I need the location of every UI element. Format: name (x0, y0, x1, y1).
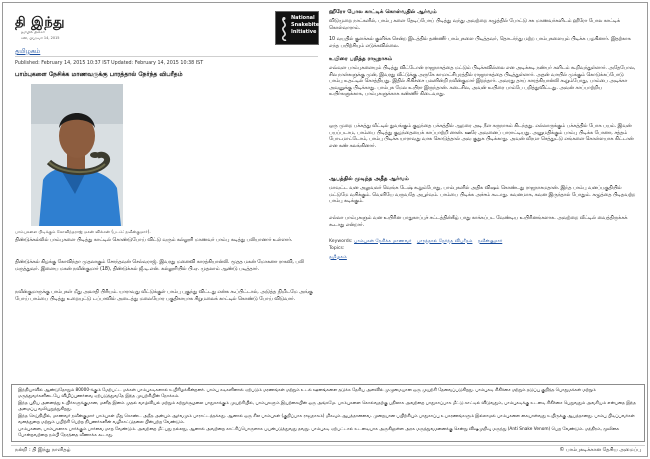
subheading: ஹீரோ போல காட்டிக் கொள்வதில் ஆர்வம் (329, 9, 437, 15)
left-column (15, 9, 318, 381)
nsi-line2: Snakebite (291, 22, 320, 28)
divider (15, 56, 318, 57)
topics-label: Topics: (329, 246, 345, 251)
snake-icon (278, 16, 290, 42)
organization-note-box (11, 384, 645, 442)
right-column (329, 9, 639, 381)
masthead (15, 9, 318, 43)
newspaper-logo: தி இந்து (15, 15, 65, 30)
photo-illustration (31, 84, 123, 226)
keyword-link[interactable]: பாரத்தால் நேர்ந்த விபரீதம் (416, 239, 473, 244)
page-frame (2, 2, 648, 457)
article-paragraph: விடுமுறை நாட்களில், பாம்பு களை தேடிப்போய் பிடித்து வந்து அவற்றை கழுத்தில் போட்டு சக மாணவர்களிடம் ஹீரோ போல காட்டிக் கொள்வாராம். (329, 19, 621, 31)
article-paragraph: மாவட்ட வன அலுவலர் வெங்க டேஷ் கூறும்போது, பாம்புகளில் அதிக விஷம் கொண்டது ராஜநாகமதான். இந்த பாம்பு வனப்பகுதியில் மட்டுமே வசிக்கும். வெளியே வருவதே அபூர்வம். பாம்பை பிடிக்க அச்சம் கூடாது. கவனமாக, கவன இருந்தால் போதும். கழுத்தை பிடிதவற்ற பாம்பு கடிக்கும். (329, 186, 636, 205)
footer-copyright: © பாம்புகடிக்கான தேசிய அமைப்பு (559, 447, 641, 453)
published-date: Published: February 14, 2015 10:37 IST Updated: February 14, 2015 10:38 IST (15, 61, 204, 66)
footer-credit: நன்றி : தி இந்து நாளிதழ் (15, 447, 71, 453)
keyword-link[interactable]: பாம்புகள் நேசிக்க மாணவர் (354, 239, 412, 244)
article-paragraph: நவீன்குமாருக்கு பாம்புகள் மீது அலாதி பிரியம். யாராவது வீட்டுக்குள் பாம்பு புகுந்து விட்டது என்க கூப்பிட்டால், அடுத்த நிமிடமே அங்கு போய் பாம்பை பிடித்து உறையுட்டு டப்பாவில் அடைத்து மலையோர பகுதிகாயாக சிறுமலைக் காட்டில் கொண்டு போய் விடுவார். (15, 290, 313, 302)
logo-date: சனி, பிப்ரவரி 14, 2015 (21, 36, 60, 40)
nsi-text (291, 15, 319, 36)
keywords (329, 238, 506, 244)
footer (11, 445, 645, 457)
article-paragraph: எவ்வள பாம்புகளையும் பிடித்து விட்டோன் ராஜநாகத்தை மட்டும் பிடிக்கவில்லை என அடிக்கடி நண்பர் களிடம் கூறிவந்துள்ளார். அதேபோல, சில நாள்களுக்கு முன், இவரது வீட்டுக்கு அருகே காமாட்சிபுரத்தில் ராஜநாகத்தை பிடித்துள்ளார். அதன் வாயில் முக்கும் கொடுக்கப்போடு பாம்பு உதட்டில் கொத்தியது. இதில் சிகிச்சை பலனின்றி நவீன்குமார் இறந்தார். அவரது தாய் காரத்கியான்லி கூறும்போது, பாம்பை அடிக்கா அவனுக்கு பிடிக்காது. பாம்புக மேல உயிரா இருந்தான். கடைசில, அவன் உயிரை பாம்பே பறித்துவிட்டது. அவன் காப்பாற்றிய உயிர்களுக்காக, பாம்புகளுக்காக கண்ணீர் கிடைவாது. (329, 66, 636, 98)
topics-link[interactable]: தமிழகம் (329, 255, 347, 260)
nsi-line1: National (291, 15, 315, 21)
article-paragraph: எல்லா பாம்புகளும் வன உயிரின பாதுகாப்புச் சட்டத்தின்கீழ் பாது காக்கப்பட வேண்டிய உயிரினங்களாக. அவற்றை வீட்டில் வைத்திருக்கக் கூடாது என்றார். (329, 216, 628, 228)
article-photo (31, 84, 123, 226)
article-title: பாம்புகளை நேசிக்க மாணவருக்கு பாரத்தால் நேர்ந்த விபரீதம் (15, 71, 183, 78)
footer-divider (11, 445, 645, 446)
note-paragraph: இந்த செய்தியில், மாணவர் நவீன்குமார் பாம்புகள் மீது கொண்ட அதீத அன்பும் ஆர்வமும் பாராட்டத்தக்கது. ஆனால் ஒரு சில பாம்புகள் (குறிப்பாக ராஜநாகம்) மிகவும் ஆபத்தானவை. முறையான பயிற்சியும் பாதுகாப்பு உபகரணங்களும் இல்லாமல் பாம்புகளை கையாள்வது உயிருக்கு ஆபத்தானது. பாம்பு பிடிப்பவர்கள் வனத்துறை மற்றும் பயிற்சி பெற்ற நிபுணர்களின் வழிகாட்டுதலை பின்பற்ற வேண்டும். (18, 414, 635, 425)
note-paragraph: இந்தியாவில் ஆண்டுதோறும் 80000-க்கும் மேற்பட்ட மக்கள் பாம்புகடிகளால் உயிரிழக்கின்றனர். பாம்பு கடிகளினால் ஏற்படும் மரணங்கள் மற்றும் உடல் ஊனங்களை தடுக்க தேசிய அளவில் முழுமையான ஒரு முயற்சி தேவைப்படுகிறது. பாம்புகடி சிகிச்சை மற்றும் தடுப்பு குறித்த பொதுமக்கள் மற்றும் மருத்துவர்களிடையே விழிப்புணர்வை ஏற்படுத்துவதே இந்த முயற்சியின் நோக்கம். (18, 388, 596, 399)
article-paragraph: திண்டுக்கல்லில் பாம்புகளை பிடித்து காட்டில் கொண்டுபோய் விட்டு வரும் கல்லூரி மாணவர் பாம்பு கடித்து பலியானார் உள்ளார். (15, 238, 293, 243)
article-paragraph: ஒரு முறை பக்கத்து வீட்டில் துவங்கும் குழந்தை பக்கத்தில் ஆறரை அடி நீள கருநாகம் கிடந்தது. எல்லாருக்கும் பக்கத்தில் போக பயம். இவன் பயப்படாம, பாம்பை பிடித்து குழந்தையைக் காப்பாற்றி னான். ஊரே அவனைப் பாராட்டியது. அனுமதிக்கும் பாம்பு பிடிக்க போனா, சத்தம் போடமாட்டோம், பாம்பு பிடிக்க யாராவது வாக கொடுத்தால் அவ குதுக பிடிக்காது. அவன் வீரமா செத்துட்டு எங்களை கொள்ளயாக கிட்டான் என கண் கலங்கினார். (329, 124, 634, 149)
logo-subtitle: தமிழில் தினசரி (21, 30, 45, 34)
keywords-label: Keywords: (329, 239, 353, 244)
subheading: உயிரை பறித்த ராஜநாகம் (329, 56, 393, 62)
national-snakebite-initiative-logo (275, 11, 319, 45)
article-paragraph: 10 வயதில் குளக்கல் குளிக்க சென்ற இடத்தில் தண்ணீர் பாம்புகளை பிடித்தவர், தொடர்ந்து மற்ற பாம்புகளையும் பிடிக்க பழகினார். இதற்காக எந்த பயிற்சியும் எடுக்கவில்லை. (329, 37, 631, 49)
note-paragraph: இந்த புதிய அனைத்து உயிர்களுக்குமான, மனித இனம் முதல் வாழ்வியல் மற்றும் சுற்றுச்சூழலை பாதுகாக்கும் முயற்சியில், பாம்புகளும் இயற்கையின் ஒரு அங்கமே. பாம்புகளை கொல்வதற்கு பதிலாக அவற்றை பாதுகாப்பாக மீட்டு காட்டில் விடுவதும், பாம்புகடிக்கு உடனடி சிகிச்சை பெறுவதும் அவசியம் என்பதை இந்த அமைப்பு வலியுறுத்துகிறது. (18, 401, 636, 412)
subheading: ஆபத்தில் முடிந்த அதீத ஆர்வம் (329, 176, 409, 182)
photo-caption: பாம்புகளை பிடிக்கும் கோவிந்தராஜ் மகன் வில்சன் (படம்: நவீன்குமார்). (15, 229, 151, 234)
note-paragraph: பாம்புகளை, பாம்புகளாக பார்க்கும் பார்வை மாற வேண்டும். அவற்றை மீட்பது நல்லது, ஆனால் அவற்றை காட்சிப்பொருளாக பயன்படுத்துவது தவறு. பாம்புகடி ஏற்பட்டால் உடனடியாக அருகிலுள்ள அரசு மருத்துவமனைக்கு சென்று விஷமுறிவு மருந்து (Anti Snake Venom) பெற வேண்டும். மந்திரம், மூலிகை போன்றவற்றை நம்பி நேரத்தை வீணாக்க கூடாது. (18, 427, 620, 438)
article-paragraph: திண்டுக்கல் கிழக்கு கோவிந்தா முதலாகும் சோந்தவன் செல்வராஜ். இவரது மனைவி காரத்கியான்லி. மூதத மகன் மோகனா ராகவி, பலி மருத்துவர். இளைய மகன் நவீன்குமார் (18), திண்டுக்கல் ஜீ.டி.என். கல்லூரியில் பி.ஏ. முதலாம் ஆண்டு படித்தார். (15, 260, 304, 272)
keyword-link[interactable]: நவீன்குமார் (477, 239, 503, 244)
nsi-line3: Initiative (291, 29, 317, 35)
section-link[interactable]: தமிழகம் (15, 47, 41, 55)
